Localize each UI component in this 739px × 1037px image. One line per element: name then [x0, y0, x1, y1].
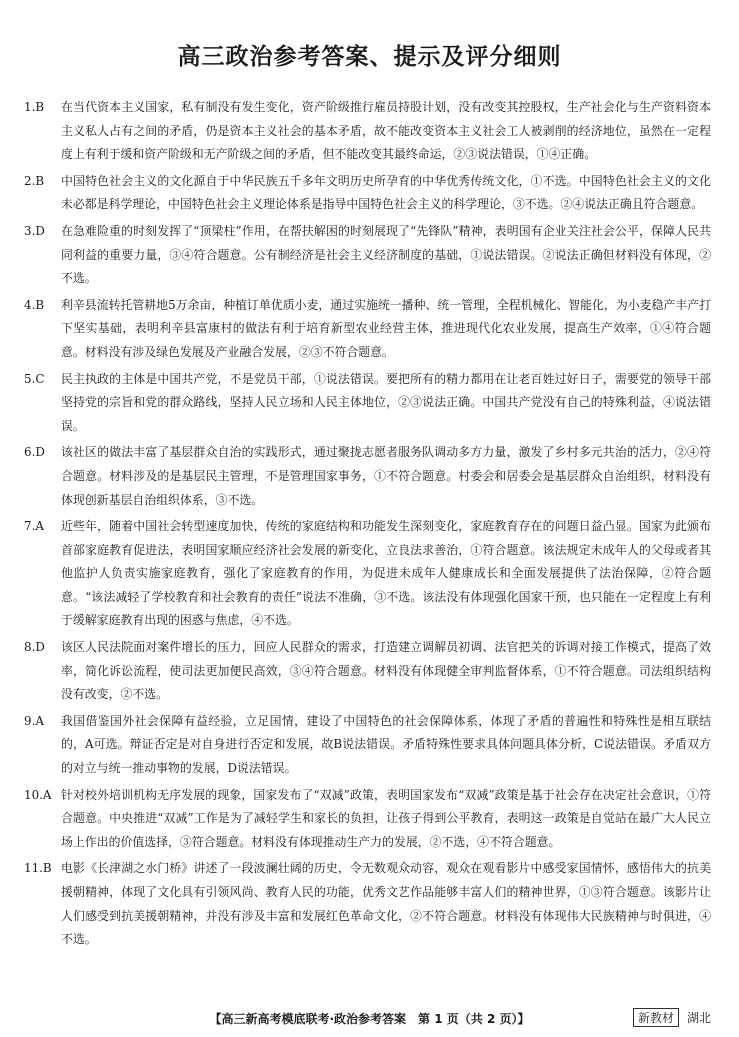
answer-list — [24, 96, 711, 955]
edition-badge: 新教材 — [633, 1008, 679, 1027]
answer-explanation: 利辛县流转托管耕地5万余亩，种植订单优质小麦，通过实施统一播种、统一管理，全程机械化、智能化，为小麦稳产丰产打下坚实基础，表明利辛县富康村的做法有利于培育新型农业经营主体，推进现代化农业发展，提高生产效率，①④符合题意。材料没有涉及绿色发展及产业融合发展，②③不符合题意。 — [61, 297, 711, 359]
answer-item — [24, 857, 711, 951]
page-title: 高三政治参考答案、提示及评分细则 — [177, 44, 562, 70]
answer-number: 9.A — [24, 713, 44, 728]
answer-item — [24, 784, 711, 855]
answer-number: 2.B — [24, 173, 45, 188]
answer-number: 6.D — [24, 445, 45, 460]
answer-explanation: 近些年，随着中国社会转型速度加快，传统的家庭结构和功能发生深刻变化，家庭教育存在的问题日益凸显。国家为此颁布首部家庭教育促进法，表明国家顺应经济社会发展的新变化，立良法求善治，①符合题意。该法规定未成年人的父母或者其他监护人负责实施家庭教育，强化了家庭教育的作用，为促进未成年人健康成长和全面发展提供了法治保障，②符合题意。“该法减轻了学校教育和社会教育的责任”说法不准确，③不选。该法没有体现强化国家干预，也只能在一定程度上有利于缓解家庭教育出现的困惑与焦虑，④不选。 — [61, 519, 711, 628]
answer-item — [24, 710, 711, 781]
answer-number: 7.A — [24, 519, 44, 534]
answer-explanation: 在急难险重的时刻发挥了“顶梁柱”作用，在帮扶解困的时刻展现了“先锋队”精神，表明国有企业关注社会公平，保障人民共同利益的重要力量，③④符合题意。公有制经济是社会主义经济制度的基础，①说法错误。②说法正确但材料没有体现，②不选。 — [61, 223, 711, 286]
answer-item — [24, 441, 711, 512]
answer-number: 8.D — [24, 640, 45, 655]
answer-item — [24, 220, 711, 291]
answer-item — [24, 294, 711, 365]
answer-number: 1.B — [24, 100, 45, 114]
answer-item — [24, 368, 711, 439]
region-label: 湖北 — [686, 1011, 711, 1025]
answer-number: 10.A — [24, 787, 52, 802]
answer-number: 3.D — [24, 223, 45, 238]
answer-number: 4.B — [24, 297, 45, 312]
answer-item — [24, 636, 711, 707]
answer-explanation: 中国特色社会主义的文化源自于中华民族五千多年文明历史所孕育的中华优秀传统文化，①不选。中国特色社会主义的文化未必都是科学理论，中国特色社会主义理论体系是指导中国特色社会主义的科学理论，③不选。②④说法正确且符合题意。 — [61, 173, 711, 212]
answer-explanation: 电影《长津湖之水门桥》讲述了一段波澜壮阔的历史，令无数观众动容，观众在观看影片中感受家国情怀，感悟伟大的抗美援朝精神，体现了文化具有引领风尚、教育人民的功能，优秀文艺作品能够丰富人们的精神世界，①③符合题意。该影片让人们感受到抗美援朝精神，并没有涉及丰富和发展红色革命文化，②不符合题意。材料没有体现伟大民族精神与时俱进，④不选。 — [61, 861, 711, 947]
answer-explanation: 针对校外培训机构无序发展的现象，国家发布了“双减”政策，表明国家发布“双减”政策是基于社会存在决定社会意识，①符合题意。中央推进“双减”工作是为了减轻学生和家长的负担，让孩子得到公平教育，表明这一政策是自觉站在最广大人民立场上作出的价值选择，③符合题意。材料没有体现推动生产力的发展，②不选，④不符合题意。 — [61, 787, 711, 849]
answer-explanation: 该社区的做法丰富了基层群众自治的实践形式，通过聚拢志愿者服务队调动多方力量，激发了乡村多元共治的活力，②④符合题意。材料涉及的是基层民主管理，不是管理国家事务，①不符合题意。村委会和居委会是基层群众自治组织，材料没有体现创新基层自治组织体系，③不选。 — [61, 445, 711, 507]
footer-page-info: 【高三新高考模底联考·政治参考答案 第 1 页（共 2 页）】 — [209, 1012, 530, 1026]
answer-explanation: 在当代资本主义国家，私有制没有发生变化，资产阶级推行雇员持股计划，没有改变其控股权，生产社会化与生产资料资本主义私人占有之间的矛盾，仍是资本主义社会的基本矛盾，故不能改变资本主义社会工人被剥削的经济地位，虽然在一定程度上有利于缓和资产阶级和无产阶级之间的矛盾，但不能改变其最终命运，②③说法错误，①④正确。 — [61, 100, 711, 162]
answer-item — [24, 96, 711, 167]
answer-item — [24, 170, 711, 217]
answer-explanation: 我国借鉴国外社会保障有益经验，立足国情，建设了中国特色的社会保障体系，体现了矛盾的普遍性和特殊性是相互联结的，A可选。辩证否定是对自身进行否定和发展，故B说法错误。矛盾特殊性要求具体问题具体分析，C说法错误。矛盾双方的对立与统一推动事物的发展，D说法错误。 — [61, 713, 711, 776]
answer-number: 11.B — [24, 861, 52, 876]
answer-number: 5.C — [24, 371, 45, 386]
answer-explanation: 民主执政的主体是中国共产党，不是党员干部，①说法错误。要把所有的精力都用在让老百姓过好日子，需要党的领导干部坚持党的宗旨和党的群众路线，坚持人民立场和人民主体地位，②③说法正确。中国共产党没有自己的特殊利益，④说法错误。 — [61, 371, 711, 433]
answer-item — [24, 515, 711, 633]
answer-explanation: 该区人民法院面对案件增长的压力，回应人民群众的需求，打造建立调解员初调、法官把关的诉调对接工作模式，提高了效率，简化诉讼流程，使司法更加便民高效，③④符合题意。材料没有体现健全审判监督体系，①不符合题意。司法组织结构没有改变，②不选。 — [61, 640, 711, 702]
